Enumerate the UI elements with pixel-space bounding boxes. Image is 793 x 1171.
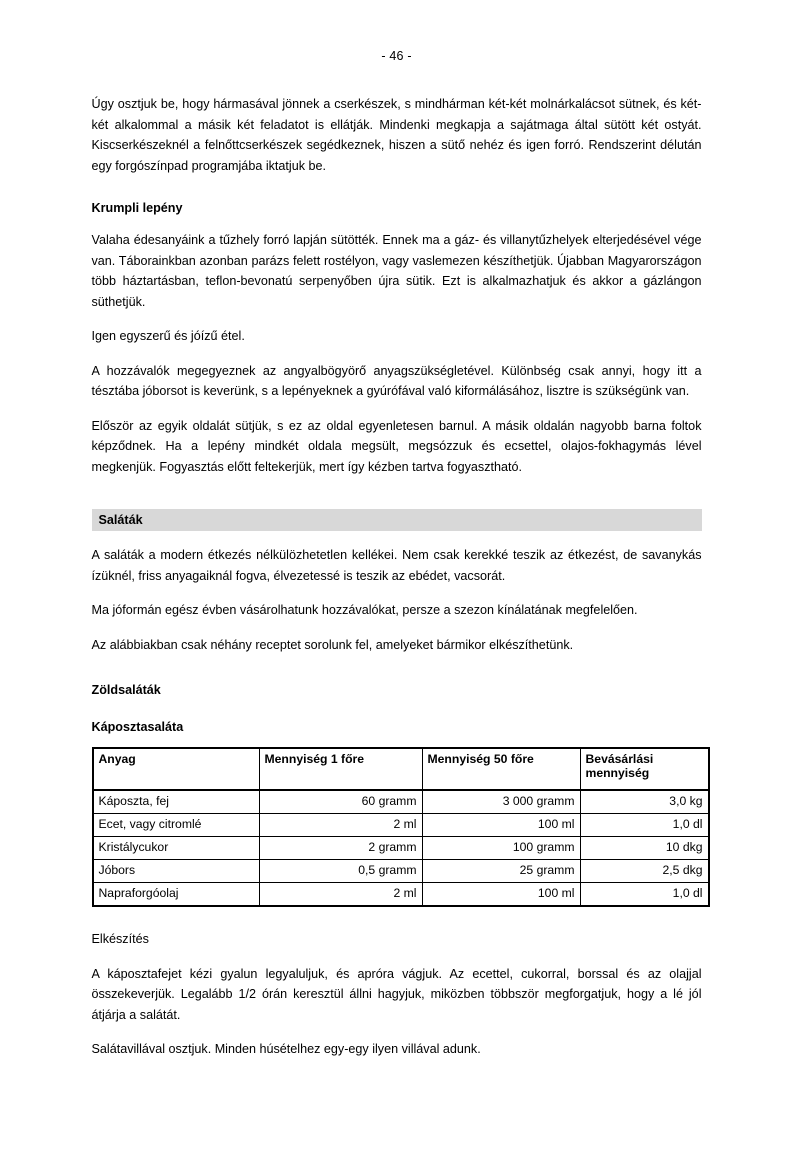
cell-ingredient: Jóbors — [93, 860, 260, 883]
cell-amount-fifty: 100 ml — [422, 883, 580, 907]
krumpli-paragraph-1: Valaha édesanyáink a tűzhely forró lapján sütötték. Ennek ma a gáz- és villanytűzhelyek elterjedésével vége van. Táborainkban azonban parázs felett rostélyon, vagy vaslemezen készíthetjük. Újabban Magyarországon több háztartásban, teflon-bevonatú serpenyőben újra sütik. Ezt is alkalmazhatjuk és akkor a gázlángon süthetjük. — [91, 233, 702, 309]
spacer — [92, 907, 702, 929]
section-heading-krumpli-lepeny: Krumpli lepény — [91, 201, 183, 215]
table-row — [93, 814, 709, 837]
ingredients-table — [92, 747, 710, 907]
salatak-paragraph-3: Az alábbiakban csak néhány receptet sorolunk fel, amelyeket bármikor elkészíthetünk. — [91, 637, 574, 652]
table-row — [93, 837, 709, 860]
intro-paragraph: Úgy osztjuk be, hogy hármasával jönnek a cserkészek, s mindhárman két-két molnárkalácsot sütnek, és két-két alkalommal a másik két feladatot is ellátják. Mindenki megkapja a sajátmaga által sütött két ostyát. Kiscserkészeknél a felnőttcserkészek segédkeznek, hiszen a sütő nehéz és igen forró. Rendszerint délután egy forgószínpad programjába iktatjuk be. — [91, 97, 702, 173]
spacer — [92, 710, 702, 720]
cell-purchase-amount: 1,0 dl — [580, 883, 709, 907]
cell-ingredient: Napraforgóolaj — [93, 883, 260, 907]
salatak-paragraph-2: Ma jóformán egész évben vásárolhatunk hozzávalókat, persze a szezon kínálatának megfelelően. — [91, 603, 638, 617]
table-row — [93, 860, 709, 883]
spacer — [92, 669, 702, 683]
subheading-zoldsalatak: Zöldsaláták — [91, 683, 161, 697]
preparation-paragraph-1: A káposztafejet kézi gyalun legyaluljuk, és apróra vágjuk. Az ecettel, cukorral, borssal és az olajjal összekeverjük. Legalább 1/2 órán keresztül állni hagyjuk, miközben többször megforgatjuk, hogy a lé jól átjárja a salátát. — [91, 966, 702, 1022]
cell-purchase-amount: 10 dkg — [580, 837, 709, 860]
cell-amount-fifty: 100 ml — [422, 814, 580, 837]
cell-amount-one: 2 ml — [259, 883, 422, 907]
table-row — [93, 883, 709, 907]
cell-purchase-amount: 1,0 dl — [580, 814, 709, 837]
cell-purchase-amount: 2,5 dkg — [580, 860, 709, 883]
cell-amount-one: 2 ml — [259, 814, 422, 837]
krumpli-paragraph-4: Először az egyik oldalát sütjük, s ez az oldal egyenletesen barnul. A másik oldalán nagyobb barna foltok képződnek. Ha a lepény mindkét oldala megsült, megsózzuk és ecsettel, olajos-fokhagymás lével megkenjük. Fogyasztás előtt feltekerjük, mert így kézben tartva fogyasztható. — [91, 418, 702, 474]
cell-purchase-amount: 3,0 kg — [580, 790, 709, 814]
cell-amount-fifty: 100 gramm — [422, 837, 580, 860]
table-header — [93, 748, 709, 790]
table-header-row — [93, 748, 709, 790]
cell-amount-one: 0,5 gramm — [259, 860, 422, 883]
spacer — [92, 491, 702, 509]
table-header-cell-mennyiseg-50: Mennyiség 50 főre — [422, 748, 580, 790]
cell-ingredient: Káposzta, fej — [93, 790, 260, 814]
cell-amount-fifty: 25 gramm — [422, 860, 580, 883]
cell-amount-one: 60 gramm — [259, 790, 422, 814]
cell-amount-fifty: 3 000 gramm — [422, 790, 580, 814]
table-row — [93, 790, 709, 814]
table-header-cell-anyag: Anyag — [93, 748, 260, 790]
subheading-kaposztasalata: Káposztasaláta — [91, 720, 184, 734]
krumpli-paragraph-2: Igen egyszerű és jóízű étel. — [91, 329, 245, 343]
cell-ingredient: Ecet, vagy citromlé — [93, 814, 260, 837]
cell-ingredient: Kristálycukor — [93, 837, 260, 860]
salatak-paragraph-1: A saláták a modern étkezés nélkülözhetetlen kellékei. Nem csak kerekké teszik az étkezést, de savanykás ízüknél, friss anyagaiknál fogva, élvezetessé is teszik az ebédet, vacsorát. — [91, 548, 702, 583]
krumpli-paragraph-3: A hozzávalók megegyeznek az angyalbögyörő anyagszükségletével. Különbség csak annyi, hogy itt a tésztába jóborsot is keverünk, s a lepényeknek a gyúrófával való kiformálásához, lisztre is szükségünk van. — [91, 363, 702, 398]
spacer — [92, 190, 702, 200]
table-body — [93, 790, 709, 906]
document-page — [0, 49, 793, 1171]
page-content — [92, 63, 702, 1060]
table-header-cell-bevasarlasi: Bevásárlási mennyiség — [580, 748, 709, 790]
section-banner-salatak: Saláták — [92, 509, 702, 531]
page-number: - 46 - — [381, 49, 412, 63]
cell-amount-one: 2 gramm — [259, 837, 422, 860]
table-header-cell-mennyiseg-1: Mennyiség 1 főre — [259, 748, 422, 790]
preparation-paragraph-2: Salátavillával osztjuk. Minden húsételhez egy-egy ilyen villával adunk. — [91, 1042, 481, 1056]
preparation-label: Elkészítés — [91, 932, 149, 946]
